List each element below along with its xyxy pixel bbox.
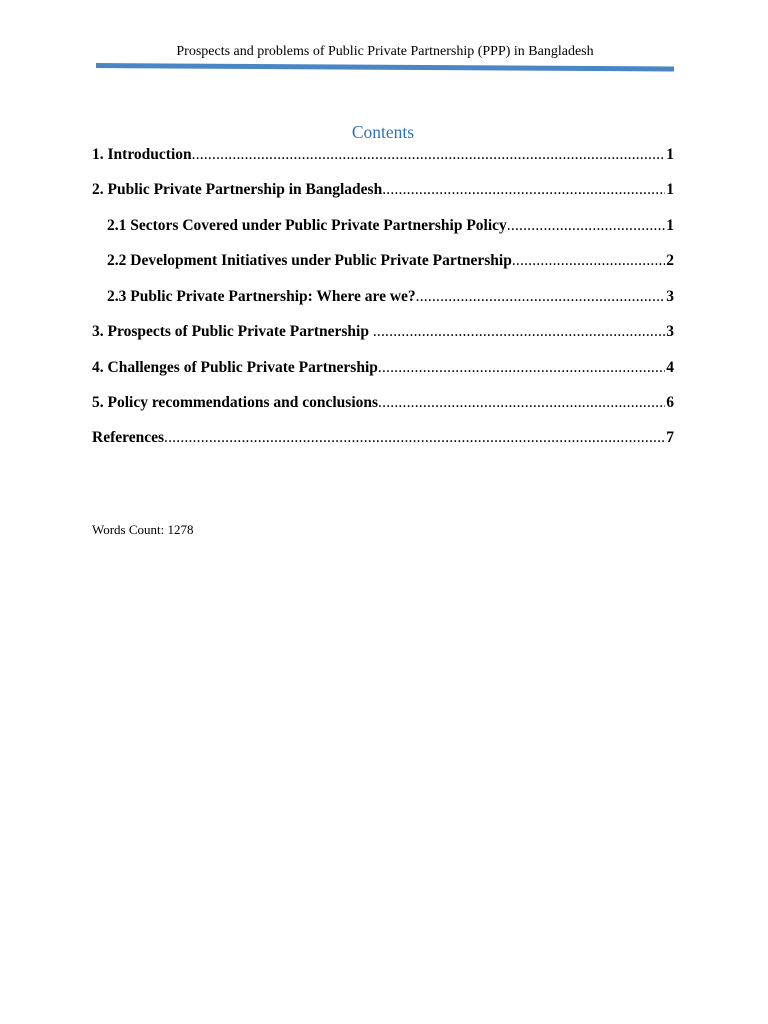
- toc-entry-page: 4: [666, 359, 674, 376]
- toc-entry-prospects[interactable]: [92, 322, 674, 342]
- toc-entry-references[interactable]: [92, 428, 674, 448]
- dot-leader: [382, 180, 665, 200]
- dot-leader: [192, 145, 666, 165]
- toc-entry-where-are-we[interactable]: [107, 287, 674, 307]
- toc-entry-page: 2: [666, 252, 674, 269]
- toc-entry-label: 2.3 Public Private Partnership: Where are we?: [107, 288, 416, 305]
- toc-entry-page: 3: [666, 323, 674, 340]
- toc-entry-policy-recommendations[interactable]: [92, 393, 674, 413]
- running-header: Prospects and problems of Public Private Partnership (PPP) in Bangladesh: [176, 44, 594, 59]
- dot-leader: [512, 251, 665, 271]
- header-rule: [96, 63, 674, 72]
- words-count: Words Count: 1278: [92, 522, 194, 537]
- toc-entry-label: 2.2 Development Initiatives under Public Private Partnership: [107, 252, 512, 269]
- toc-entry-ppp-in-bangladesh[interactable]: [92, 180, 674, 200]
- toc-entry-introduction[interactable]: [92, 145, 674, 165]
- toc-entry-page: 6: [666, 394, 674, 411]
- toc-entry-page: 1: [666, 146, 674, 163]
- toc-entry-label: 5. Policy recommendations and conclusions: [92, 394, 379, 411]
- dot-leader: [416, 287, 666, 307]
- dot-leader: [378, 393, 665, 413]
- toc-entry-page: 1: [666, 217, 674, 234]
- toc-entry-sectors-covered[interactable]: [107, 216, 674, 236]
- toc-entry-label: 4. Challenges of Public Private Partnership: [92, 359, 378, 376]
- dot-leader: [378, 358, 665, 378]
- toc-entry-label: 1. Introduction: [92, 146, 192, 163]
- toc-entry-challenges[interactable]: [92, 358, 674, 378]
- toc-entry-page: 1: [666, 181, 674, 198]
- toc-entry-label: 2.1 Sectors Covered under Public Private Partnership Policy: [107, 217, 507, 234]
- dot-leader: [164, 428, 665, 448]
- toc-entry-label: 3. Prospects of Public Private Partnership: [92, 323, 373, 340]
- toc-title: Contents: [351, 122, 415, 142]
- toc-entry-label: References: [92, 429, 165, 446]
- dot-leader: [507, 216, 665, 236]
- toc-entry-page: 7: [666, 429, 674, 446]
- toc-entry-page: 3: [666, 288, 674, 305]
- dot-leader: [373, 322, 665, 342]
- toc-entry-label: 2. Public Private Partnership in Bangladesh: [92, 181, 383, 198]
- toc-entry-development-initiatives[interactable]: [107, 251, 674, 271]
